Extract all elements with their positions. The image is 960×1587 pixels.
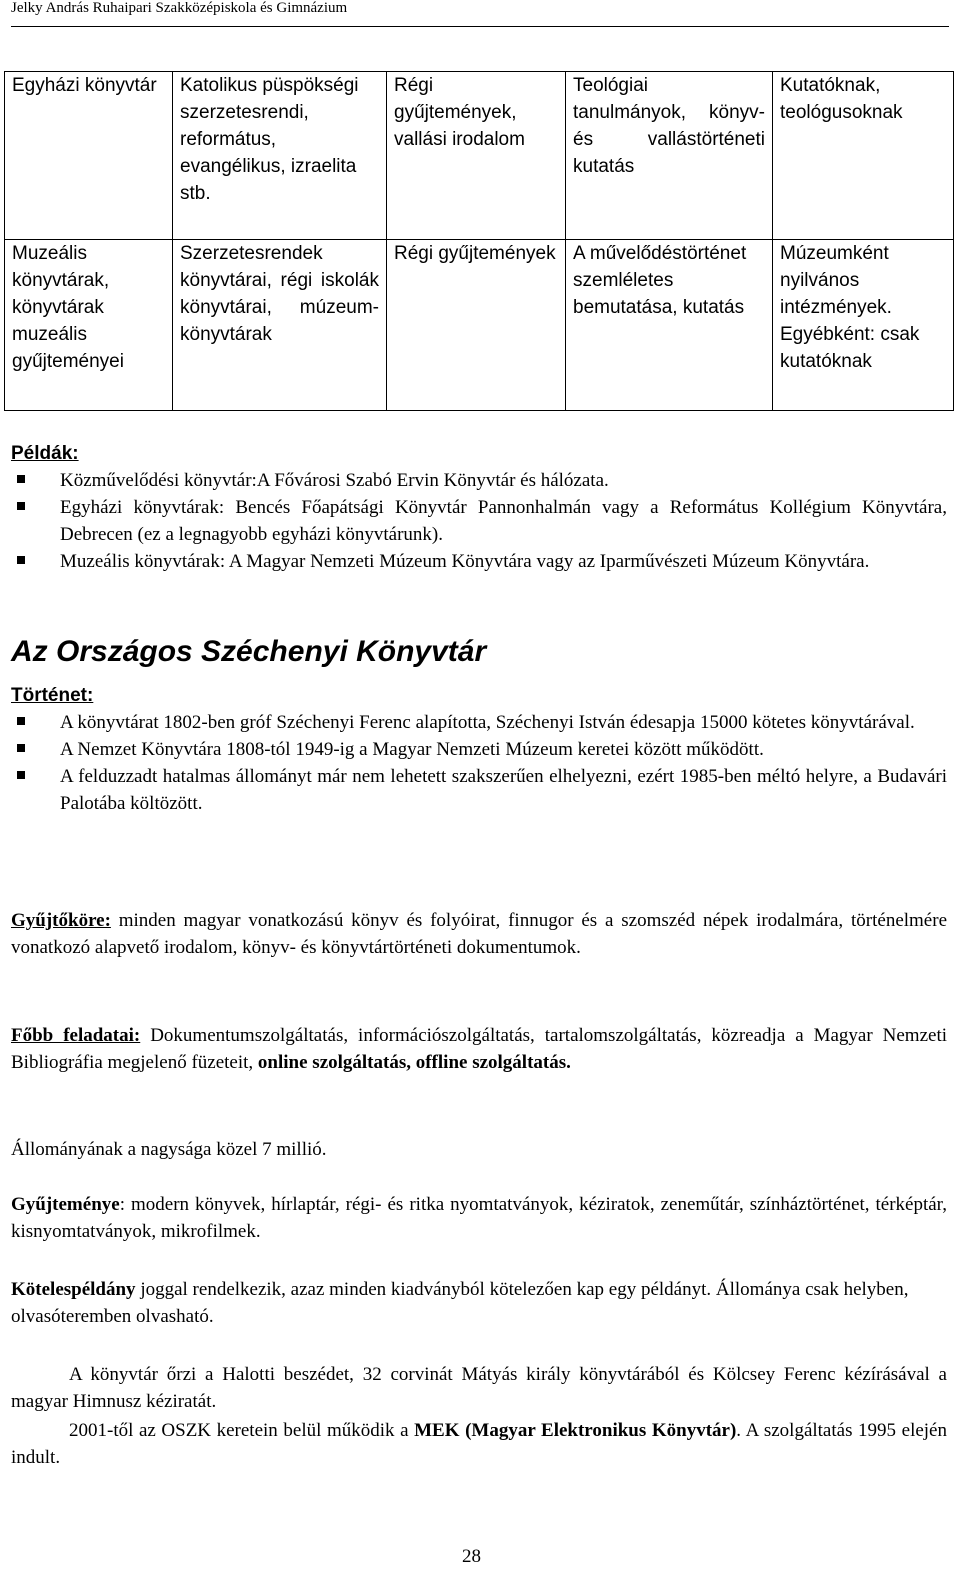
collection-scope-paragraph: Gyűjtőköre: minden magyar vonatkozású könyv és folyóirat, finnugor és a szomszéd népek irodalmára, történelmére vonatkozó alapvető irodalom, könyv- és könyvtártörténeti dokumentumok. (11, 910, 947, 958)
history-heading: Történet: (11, 685, 94, 706)
history-section (11, 682, 947, 817)
main-tasks-paragraph: Főbb feladatai: Dokumentumszolgáltatás, információszolgáltatás, tartalomszolgáltatás, közreadja a Magyar Nemzeti Bibliográfia megjelenő füzeteit, online szolgáltatás, offline szolgáltatás. (11, 1025, 948, 1073)
school-name: Jelky András Ruhaipari Szakközépiskola és Gimnázium (11, 0, 348, 16)
history-list (11, 709, 947, 817)
collections-paragraph: Gyűjteménye: modern könyvek, hírlaptár, régi- és ritka nyomtatványok, kéziratok, zeneműtár, színháztörténet, térképtár, kisnyomtatványok, mikrofilmek. (11, 1194, 947, 1242)
examples-section (11, 440, 947, 575)
cell-users: Múzeumként nyilvános intézmények. Egyébként: csak kutatóknak (773, 240, 954, 411)
list-item: Muzeális könyvtárak: A Magyar Nemzeti Múzeum Könyvtára vagy az Iparművészeti Múzeum Könyvtára. (11, 548, 947, 575)
legal-deposit-paragraph: Kötelespéldány joggal rendelkezik, azaz minden kiadványból kötelezően kap egy példányt. Állománya csak helyben, olvasóteremben olvasható. (11, 1279, 909, 1327)
treasures-paragraph: A könyvtár őrzi a Halotti beszédet, 32 corvinát Mátyás király könyvtárából és Kölcsey Ferenc kézírásával a magyar Himnusz kéziratát. (11, 1364, 947, 1412)
bullet-square-icon (17, 502, 25, 510)
list-item: A könyvtárat 1802-ben gróf Széchenyi Ferenc alapította, Széchenyi István édesapja 15000 kötetes könyvtárával. (11, 709, 947, 736)
holdings-size: Állományának a nagysága közel 7 millió. (11, 1139, 327, 1160)
list-item: Egyházi könyvtárak: Bencés Főapátsági Könyvtár Pannonhalmán vagy a Református Kollégium Könyvtára, Debrecen (ez a legnagyobb egyházi könyvtárunk). (11, 494, 947, 548)
library-types-table (4, 71, 954, 411)
cell-type: Egyházi könyvtár (5, 72, 173, 240)
cell-collection: Régi gyűjtemények, vallási irodalom (387, 72, 566, 240)
mek-paragraph: 2001-től az OSZK keretein belül működik a MEK (Magyar Elektronikus Könyvtár). A szolgáltatás 1995 elején indult. (11, 1420, 947, 1468)
page-header (11, 0, 949, 27)
cell-collection: Régi gyűjtemények (387, 240, 566, 411)
list-item: A felduzzadt hatalmas állományt már nem lehetett szakszerűen elhelyezni, ezért 1985-ben méltó helyre, a Budavári Palotába költözött. (11, 763, 947, 817)
list-item: Közművelődési könyvtár:A Fővárosi Szabó Ervin Könyvtár és hálózata. (11, 467, 947, 494)
bullet-square-icon (17, 771, 25, 779)
collection-scope-label: Gyűjtőköre: (11, 910, 111, 931)
cell-task: A művelődéstörténet szemléletes bemutatása, kutatás (566, 240, 773, 411)
main-tasks-label: Főbb feladatai: (11, 1025, 141, 1046)
cell-type: Muzeális könyvtárak, könyvtárak muzeális gyűjteményei (5, 240, 173, 411)
list-item: A Nemzet Könyvtára 1808-tól 1949-ig a Magyar Nemzeti Múzeum keretei között működött. (11, 736, 947, 763)
cell-users: Kutatóknak, teológusoknak (773, 72, 954, 240)
bullet-square-icon (17, 556, 25, 564)
page-number: 28 (462, 1546, 481, 1567)
table-row (5, 240, 954, 411)
section-title: Az Országos Széchenyi Könyvtár (11, 635, 487, 668)
cell-examples: Szerzetesrendek könyvtárai, régi iskolák könyvtárai, múzeum-könyvtárak (173, 240, 387, 411)
cell-examples: Katolikus püspökségi szerzetesrendi, református, evangélikus, izraelita stb. (173, 72, 387, 240)
collections-label: Gyűjteménye (11, 1194, 120, 1215)
examples-list (11, 467, 947, 575)
bullet-square-icon (17, 717, 25, 725)
table-row (5, 72, 954, 240)
bullet-square-icon (17, 475, 25, 483)
legal-deposit-label: Kötelespéldány (11, 1279, 136, 1300)
bullet-square-icon (17, 744, 25, 752)
cell-task: Teológiai tanulmányok, könyv- és vallástörténeti kutatás (566, 72, 773, 240)
examples-heading: Példák: (11, 443, 79, 464)
